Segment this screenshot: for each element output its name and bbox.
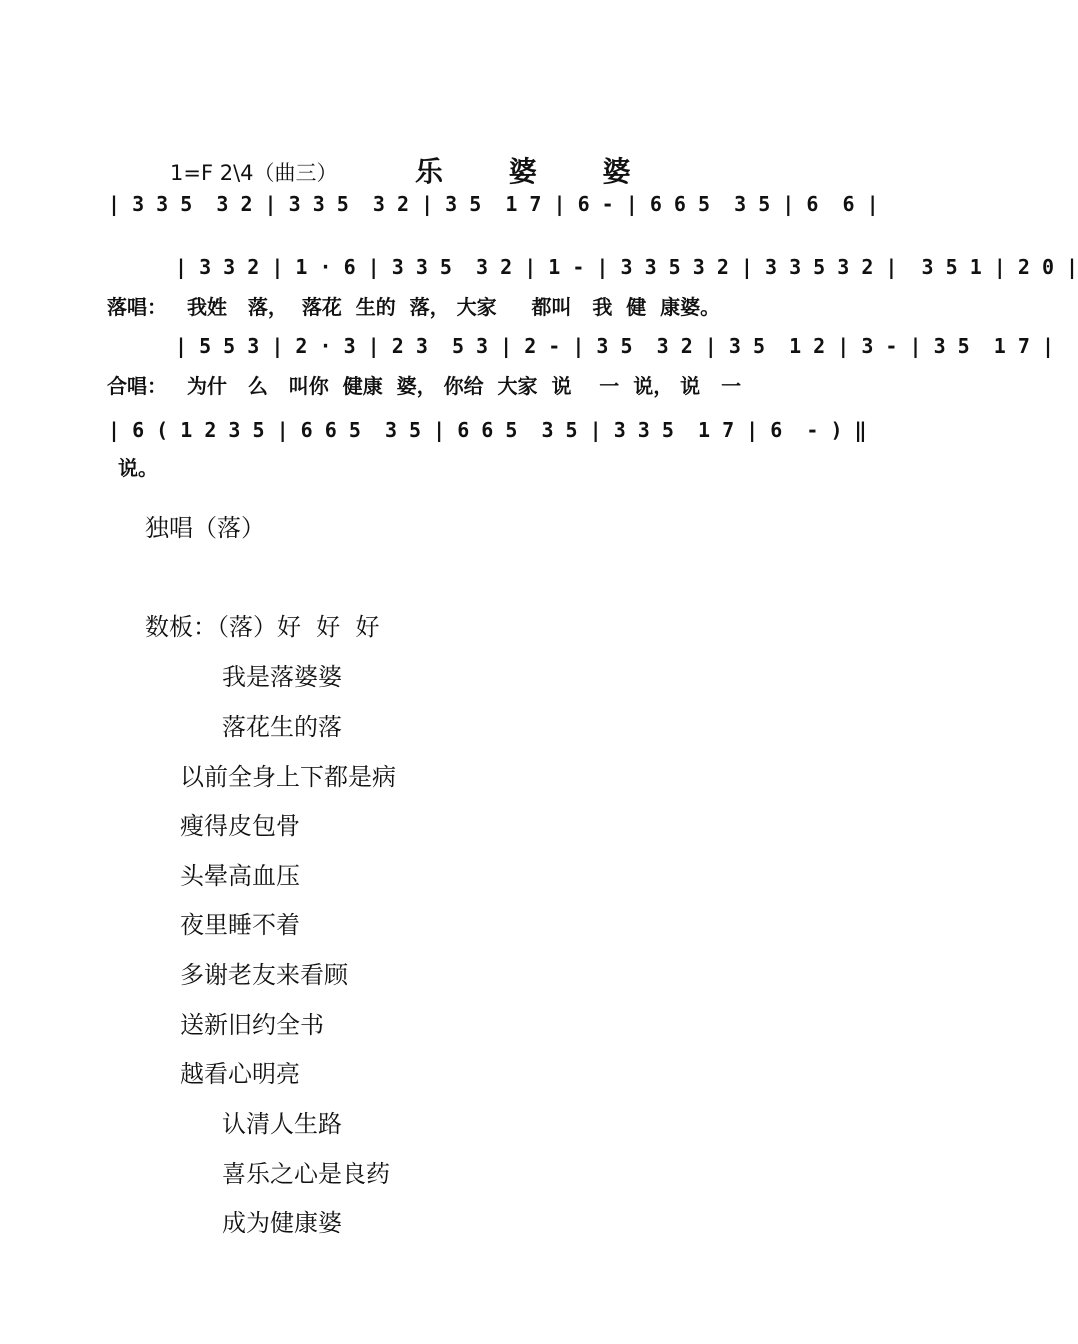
text-line: 成为健康婆 [222,1209,342,1237]
text-line: 头晕高血压 [180,862,300,890]
notation-line-2: | 3 3 2 | 1 · 6 | 3 3 5 3 2 | 1 - | 3 3 5 3 2 | 3 3 5 3 2 | 3 5 1 | 2 0 | [175,255,1078,279]
text-line: 喜乐之心是良药 [222,1160,390,1188]
text-line: 越看心明亮 [180,1060,300,1088]
notation-line-4: | 6 ( 1 2 3 5 | 6 6 5 3 5 | 6 6 5 3 5 | 3 3 5 1 7 | 6 - ) ‖ [108,418,867,442]
text-line: 夜里睡不着 [180,911,300,939]
song-title: 乐 婆 婆 [415,155,659,188]
text-line: 落花生的落 [222,713,342,741]
music-score [0,0,1078,500]
text-line: 送新旧约全书 [180,1011,324,1039]
lyric-line-3: 说。 [118,456,158,480]
notation-line-3: | 5 5 3 | 2 · 3 | 2 3 5 3 | 2 - | 3 5 3 2 | 3 5 1 2 | 3 - | 3 5 1 7 | [175,334,1054,358]
key-meter: 1=F 2\4（曲三） [170,161,338,185]
text-line: 认清人生路 [222,1110,342,1138]
solo-heading: 独唱（落） [145,514,265,542]
notation-line-1: | 3 3 5 3 2 | 3 3 5 3 2 | 3 5 1 7 | 6 - | 6 6 5 3 5 | 6 6 | [108,192,879,216]
lyric-line-1: 我姓 落， 落花 生的 落， 大家 都叫 我 健 康婆。 [187,295,721,319]
lyric-label-1: 落唱： [107,295,167,319]
text-line: 我是落婆婆 [222,663,342,691]
lyric-line-2: 为什 么 叫你 健康 婆， 你给 大家 说 一 说， 说 一 [187,374,742,398]
text-line: 瘦得皮包骨 [180,812,300,840]
lyric-label-2: 合唱： [107,374,167,398]
text-line: 以前全身上下都是病 [180,763,396,791]
shuban-heading: 数板：（落）好 好 好 [145,613,380,641]
text-line: 多谢老友来看顾 [180,961,348,989]
